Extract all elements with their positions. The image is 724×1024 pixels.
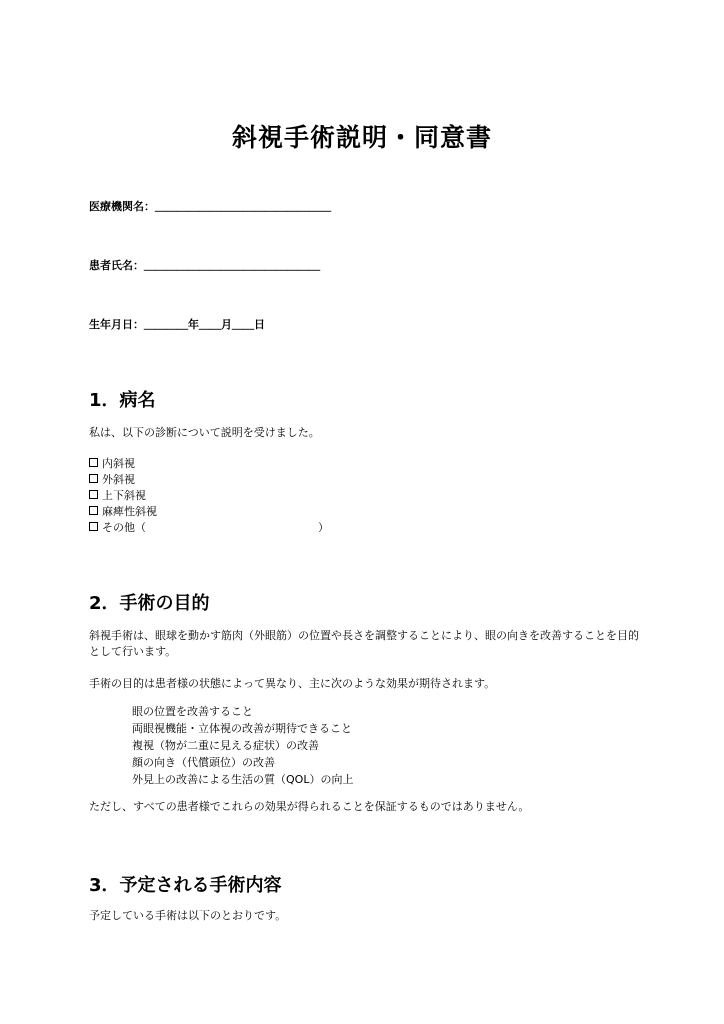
section1-heading: 1．病名: [89, 390, 156, 411]
diagnosis-option-label: 上下斜視: [102, 489, 146, 502]
effect-item: 外見上の改善による生活の質（QOL）の向上: [132, 773, 354, 786]
document-title: 斜視手術説明・同意書: [231, 123, 492, 152]
institution-field: 医療機関名：＿＿＿＿＿＿＿＿＿＿＿＿＿＿＿＿: [89, 200, 331, 213]
checkbox-icon[interactable]: [89, 474, 98, 483]
diagnosis-option[interactable]: [89, 504, 329, 520]
effect-item: 両眼視機能・立体視の改善が期待できること: [132, 722, 352, 735]
diagnosis-checklist: [89, 456, 329, 536]
birthdate-field: 生年月日：＿＿＿＿年＿＿月＿＿日: [89, 318, 265, 331]
section3-intro: 予定している手術は以下のとおりです。: [89, 909, 287, 922]
other-close: ）: [318, 521, 329, 534]
expected-effects-list: [132, 703, 353, 788]
section2-para2: 手術の目的は患者様の状態によって異なり、主に次のような効果が期待されます。: [89, 677, 496, 690]
diagnosis-option-other[interactable]: [89, 520, 329, 536]
section2-para1: 斜視手術は、眼球を動かす筋肉（外眼筋）の位置や長さを調整することにより、眼の向きを改善することを目的として行います。: [89, 629, 639, 658]
effect-item: 顔の向き（代償頭位）の改善: [132, 756, 275, 769]
effect-item: 眼の位置を改善すること: [132, 705, 253, 718]
section3-heading: 3．予定される手術内容: [89, 875, 282, 896]
diagnosis-option[interactable]: [89, 456, 329, 472]
section2-heading: 2．手術の目的: [89, 593, 210, 614]
checkbox-icon[interactable]: [89, 458, 98, 467]
section1-intro: 私は、以下の診断について説明を受けました。: [89, 426, 320, 439]
diagnosis-option-label: 麻痺性斜視: [102, 505, 157, 518]
diagnosis-option[interactable]: [89, 488, 329, 504]
diagnosis-option-label: 外斜視: [102, 473, 135, 486]
effect-item: 複視（物が二重に見える症状）の改善: [132, 739, 319, 752]
checkbox-icon[interactable]: [89, 490, 98, 499]
checkbox-icon[interactable]: [89, 506, 98, 515]
diagnosis-option[interactable]: [89, 472, 329, 488]
section2-note: ただし、すべての患者様でこれらの効果が得られることを保証するものではありません。: [89, 800, 530, 813]
checkbox-icon[interactable]: [89, 522, 98, 531]
patient-name-field: 患者氏名：＿＿＿＿＿＿＿＿＿＿＿＿＿＿＿＿: [89, 259, 320, 272]
other-label: その他（: [102, 521, 146, 534]
diagnosis-option-label: 内斜視: [102, 457, 135, 470]
